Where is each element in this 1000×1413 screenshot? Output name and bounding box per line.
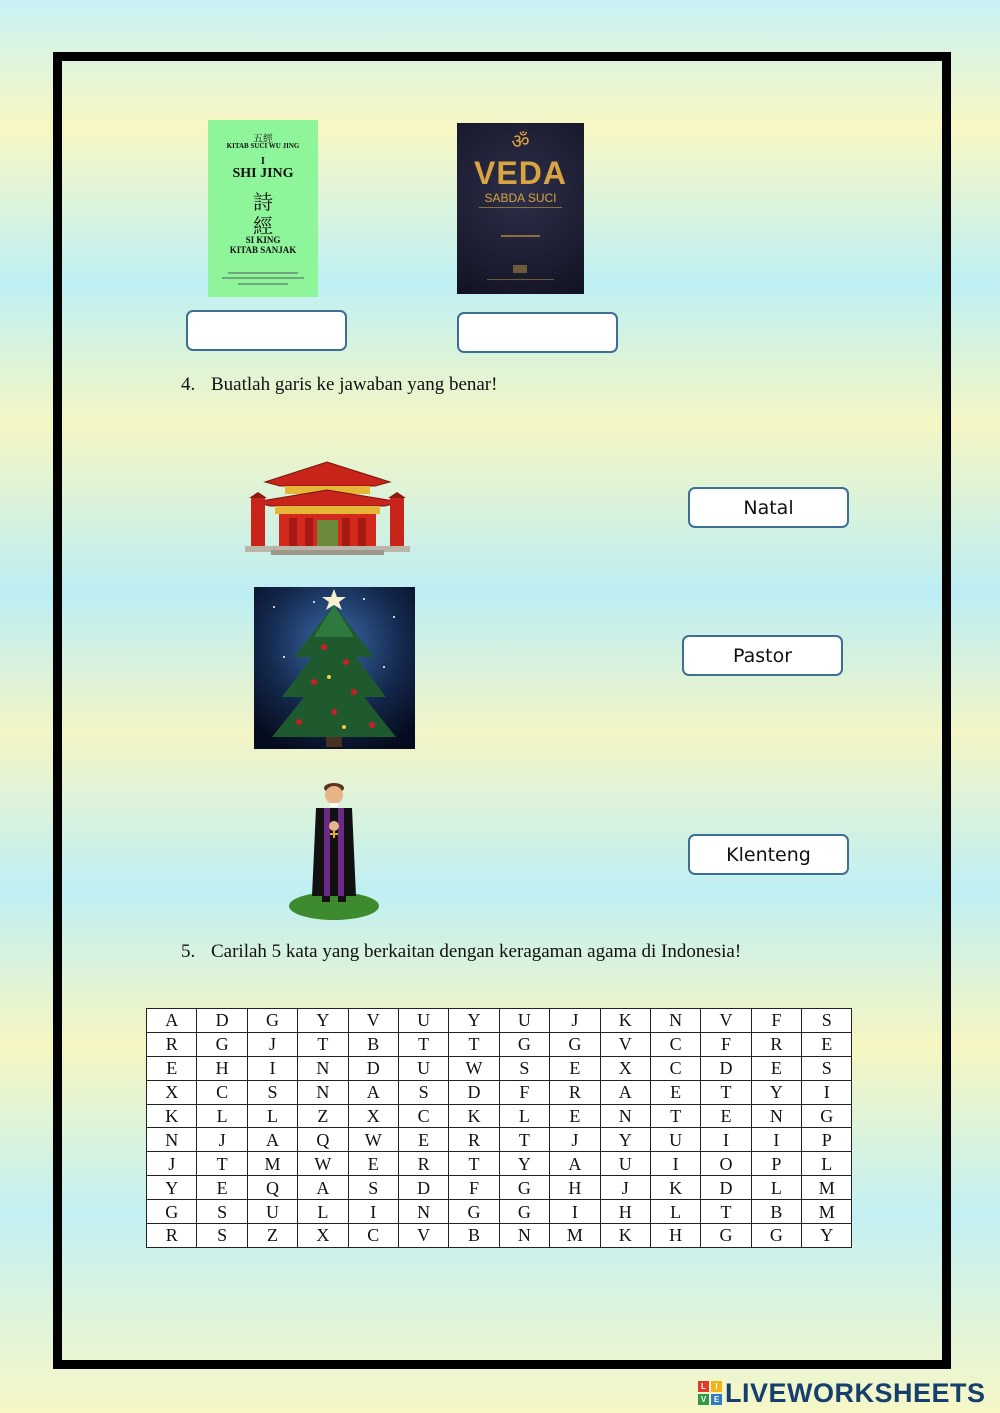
grid-cell[interactable]: C: [197, 1080, 247, 1104]
grid-cell[interactable]: D: [449, 1080, 499, 1104]
grid-cell[interactable]: X: [348, 1104, 398, 1128]
question-number: 4.: [181, 374, 196, 395]
christmas-tree-image: [254, 587, 415, 749]
grid-cell[interactable]: S: [348, 1176, 398, 1200]
grid-row: [147, 1104, 852, 1128]
book-chinese-char: 詩: [253, 192, 273, 214]
grid-cell[interactable]: I: [650, 1152, 700, 1176]
grid-cell[interactable]: N: [499, 1224, 549, 1248]
grid-cell[interactable]: Y: [298, 1009, 348, 1033]
grid-cell[interactable]: S: [247, 1080, 297, 1104]
grid-cell[interactable]: G: [449, 1200, 499, 1224]
grid-cell[interactable]: E: [398, 1128, 448, 1152]
grid-cell[interactable]: T: [298, 1032, 348, 1056]
grid-cell[interactable]: T: [701, 1200, 751, 1224]
book-chinese-title: 五經: [253, 134, 273, 145]
temple-image: [245, 460, 410, 557]
grid-cell[interactable]: G: [197, 1032, 247, 1056]
answer-input-book-1[interactable]: [186, 310, 347, 351]
grid-cell[interactable]: A: [147, 1009, 197, 1033]
grid-cell[interactable]: U: [398, 1056, 448, 1080]
grid-cell[interactable]: R: [449, 1128, 499, 1152]
grid-cell[interactable]: P: [802, 1128, 852, 1152]
grid-cell[interactable]: W: [298, 1152, 348, 1176]
grid-cell[interactable]: V: [398, 1224, 448, 1248]
grid-cell[interactable]: R: [147, 1224, 197, 1248]
grid-cell[interactable]: D: [197, 1009, 247, 1033]
grid-cell[interactable]: W: [449, 1056, 499, 1080]
grid-cell[interactable]: J: [147, 1152, 197, 1176]
grid-cell[interactable]: T: [449, 1152, 499, 1176]
grid-cell[interactable]: Y: [802, 1224, 852, 1248]
grid-cell[interactable]: G: [247, 1009, 297, 1033]
grid-cell[interactable]: Y: [751, 1080, 801, 1104]
word-search-grid: [146, 1008, 852, 1248]
grid-cell[interactable]: S: [499, 1056, 549, 1080]
question-text: Carilah 5 kata yang berkaitan dengan keragaman agama di Indonesia!: [211, 941, 742, 962]
grid-cell[interactable]: L: [247, 1104, 297, 1128]
grid-cell[interactable]: Y: [600, 1128, 650, 1152]
grid-cell[interactable]: D: [701, 1056, 751, 1080]
grid-cell[interactable]: G: [499, 1200, 549, 1224]
grid-cell[interactable]: J: [550, 1128, 600, 1152]
grid-cell[interactable]: Y: [499, 1152, 549, 1176]
grid-cell[interactable]: R: [550, 1080, 600, 1104]
grid-cell[interactable]: S: [197, 1224, 247, 1248]
grid-cell[interactable]: H: [550, 1176, 600, 1200]
book-subtitle: SABDA SUCI: [484, 191, 557, 205]
question-text: Buatlah garis ke jawaban yang benar!: [211, 374, 498, 395]
grid-cell[interactable]: L: [802, 1152, 852, 1176]
grid-cell[interactable]: N: [751, 1104, 801, 1128]
grid-cell[interactable]: P: [751, 1152, 801, 1176]
grid-cell[interactable]: J: [197, 1128, 247, 1152]
grid-cell[interactable]: G: [550, 1032, 600, 1056]
grid-cell[interactable]: A: [600, 1080, 650, 1104]
grid-cell[interactable]: A: [298, 1176, 348, 1200]
grid-cell[interactable]: E: [650, 1080, 700, 1104]
grid-row: [147, 1128, 852, 1152]
book-shi-jing-image: [208, 120, 318, 297]
grid-cell[interactable]: M: [247, 1152, 297, 1176]
grid-cell[interactable]: Z: [298, 1104, 348, 1128]
grid-cell[interactable]: T: [449, 1032, 499, 1056]
grid-cell[interactable]: I: [701, 1128, 751, 1152]
grid-cell[interactable]: K: [449, 1104, 499, 1128]
grid-cell[interactable]: G: [751, 1224, 801, 1248]
grid-cell[interactable]: C: [650, 1056, 700, 1080]
grid-cell[interactable]: L: [751, 1176, 801, 1200]
grid-cell[interactable]: E: [550, 1104, 600, 1128]
grid-cell[interactable]: U: [650, 1128, 700, 1152]
book-chinese-char: 經: [253, 216, 273, 238]
grid-row: [147, 1200, 852, 1224]
grid-cell[interactable]: F: [449, 1176, 499, 1200]
grid-cell[interactable]: M: [550, 1224, 600, 1248]
grid-cell[interactable]: B: [348, 1032, 398, 1056]
grid-cell[interactable]: H: [600, 1200, 650, 1224]
grid-cell[interactable]: G: [499, 1032, 549, 1056]
grid-cell[interactable]: T: [701, 1080, 751, 1104]
grid-cell[interactable]: T: [197, 1152, 247, 1176]
grid-cell[interactable]: T: [398, 1032, 448, 1056]
grid-cell[interactable]: E: [147, 1056, 197, 1080]
liveworksheets-logo-icon: L I V E: [698, 1381, 722, 1405]
grid-cell[interactable]: V: [348, 1009, 398, 1033]
grid-cell[interactable]: A: [348, 1080, 398, 1104]
grid-cell[interactable]: L: [298, 1200, 348, 1224]
grid-cell[interactable]: J: [600, 1176, 650, 1200]
grid-cell[interactable]: K: [600, 1224, 650, 1248]
grid-cell[interactable]: B: [449, 1224, 499, 1248]
grid-cell[interactable]: W: [348, 1128, 398, 1152]
grid-cell[interactable]: M: [802, 1200, 852, 1224]
grid-cell[interactable]: K: [600, 1009, 650, 1033]
grid-cell[interactable]: F: [499, 1080, 549, 1104]
grid-cell[interactable]: S: [197, 1200, 247, 1224]
grid-cell[interactable]: Q: [298, 1128, 348, 1152]
grid-cell[interactable]: D: [398, 1176, 448, 1200]
grid-cell[interactable]: E: [197, 1176, 247, 1200]
book-line: SI KING: [245, 235, 281, 245]
grid-cell[interactable]: N: [600, 1104, 650, 1128]
grid-cell[interactable]: T: [650, 1104, 700, 1128]
grid-cell[interactable]: I: [247, 1056, 297, 1080]
grid-cell[interactable]: D: [348, 1056, 398, 1080]
grid-cell[interactable]: A: [247, 1128, 297, 1152]
match-label-klenteng[interactable]: Klenteng: [688, 834, 849, 875]
grid-cell[interactable]: E: [701, 1104, 751, 1128]
grid-cell[interactable]: N: [298, 1056, 348, 1080]
question-4: [181, 374, 497, 396]
grid-cell[interactable]: T: [499, 1128, 549, 1152]
grid-cell[interactable]: G: [802, 1104, 852, 1128]
book-line: I: [261, 156, 265, 167]
book-title: VEDA: [474, 155, 567, 191]
grid-cell[interactable]: R: [751, 1032, 801, 1056]
grid-row: [147, 1224, 852, 1248]
grid-cell[interactable]: X: [298, 1224, 348, 1248]
grid-cell[interactable]: O: [701, 1152, 751, 1176]
grid-cell[interactable]: G: [701, 1224, 751, 1248]
grid-cell[interactable]: D: [701, 1176, 751, 1200]
grid-cell[interactable]: E: [751, 1056, 801, 1080]
grid-cell[interactable]: U: [247, 1200, 297, 1224]
grid-cell[interactable]: Y: [449, 1009, 499, 1033]
grid-cell[interactable]: L: [499, 1104, 549, 1128]
grid-cell[interactable]: I: [348, 1200, 398, 1224]
grid-cell[interactable]: B: [751, 1200, 801, 1224]
grid-cell[interactable]: C: [398, 1104, 448, 1128]
grid-cell[interactable]: N: [147, 1128, 197, 1152]
grid-cell[interactable]: M: [802, 1176, 852, 1200]
grid-cell[interactable]: L: [197, 1104, 247, 1128]
grid-cell[interactable]: I: [751, 1128, 801, 1152]
grid-cell[interactable]: E: [348, 1152, 398, 1176]
grid-cell[interactable]: J: [550, 1009, 600, 1033]
grid-row: [147, 1056, 852, 1080]
grid-cell[interactable]: N: [398, 1200, 448, 1224]
grid-cell[interactable]: S: [802, 1056, 852, 1080]
grid-cell[interactable]: Z: [247, 1224, 297, 1248]
grid-cell[interactable]: Q: [247, 1176, 297, 1200]
grid-cell[interactable]: R: [398, 1152, 448, 1176]
grid-cell[interactable]: C: [348, 1224, 398, 1248]
grid-cell[interactable]: U: [398, 1009, 448, 1033]
grid-cell[interactable]: R: [147, 1032, 197, 1056]
grid-cell[interactable]: Y: [147, 1176, 197, 1200]
book-title: SHI JING: [232, 166, 294, 181]
grid-cell[interactable]: G: [147, 1200, 197, 1224]
grid-cell[interactable]: V: [600, 1032, 650, 1056]
grid-cell[interactable]: S: [398, 1080, 448, 1104]
grid-cell[interactable]: J: [247, 1032, 297, 1056]
grid-cell[interactable]: F: [701, 1032, 751, 1056]
grid-cell[interactable]: E: [550, 1056, 600, 1080]
grid-cell[interactable]: L: [650, 1200, 700, 1224]
match-label-natal[interactable]: Natal: [688, 487, 849, 528]
om-symbol: ॐ: [511, 131, 530, 153]
grid-cell[interactable]: K: [147, 1104, 197, 1128]
brand-name: LIVEWORKSHEETS: [725, 1377, 986, 1408]
question-5: [181, 941, 741, 963]
grid-cell[interactable]: X: [147, 1080, 197, 1104]
grid-cell[interactable]: U: [600, 1152, 650, 1176]
grid-cell[interactable]: X: [600, 1056, 650, 1080]
grid-cell[interactable]: N: [298, 1080, 348, 1104]
pastor-image: [288, 778, 380, 922]
grid-cell[interactable]: F: [751, 1009, 801, 1033]
grid-cell[interactable]: E: [802, 1032, 852, 1056]
grid-cell[interactable]: I: [550, 1200, 600, 1224]
grid-cell[interactable]: U: [499, 1009, 549, 1033]
grid-cell[interactable]: H: [197, 1056, 247, 1080]
grid-cell[interactable]: N: [650, 1009, 700, 1033]
grid-cell[interactable]: K: [650, 1176, 700, 1200]
grid-cell[interactable]: A: [550, 1152, 600, 1176]
book-line: KITAB SANJAK: [229, 245, 297, 255]
grid-cell[interactable]: C: [650, 1032, 700, 1056]
book-veda-image: [457, 123, 584, 294]
grid-cell[interactable]: G: [499, 1176, 549, 1200]
grid-row: [147, 1032, 852, 1056]
liveworksheets-brand: [698, 1378, 986, 1408]
grid-row: [147, 1009, 852, 1033]
match-label-pastor[interactable]: Pastor: [682, 635, 843, 676]
grid-cell[interactable]: I: [802, 1080, 852, 1104]
grid-row: [147, 1080, 852, 1104]
grid-row: [147, 1152, 852, 1176]
grid-cell[interactable]: H: [650, 1224, 700, 1248]
grid-row: [147, 1176, 852, 1200]
question-number: 5.: [181, 941, 196, 962]
grid-cell[interactable]: S: [802, 1009, 852, 1033]
grid-cell[interactable]: V: [701, 1009, 751, 1033]
book-line: KITAB SUCI WU JING: [226, 142, 300, 150]
answer-input-book-2[interactable]: [457, 312, 618, 353]
